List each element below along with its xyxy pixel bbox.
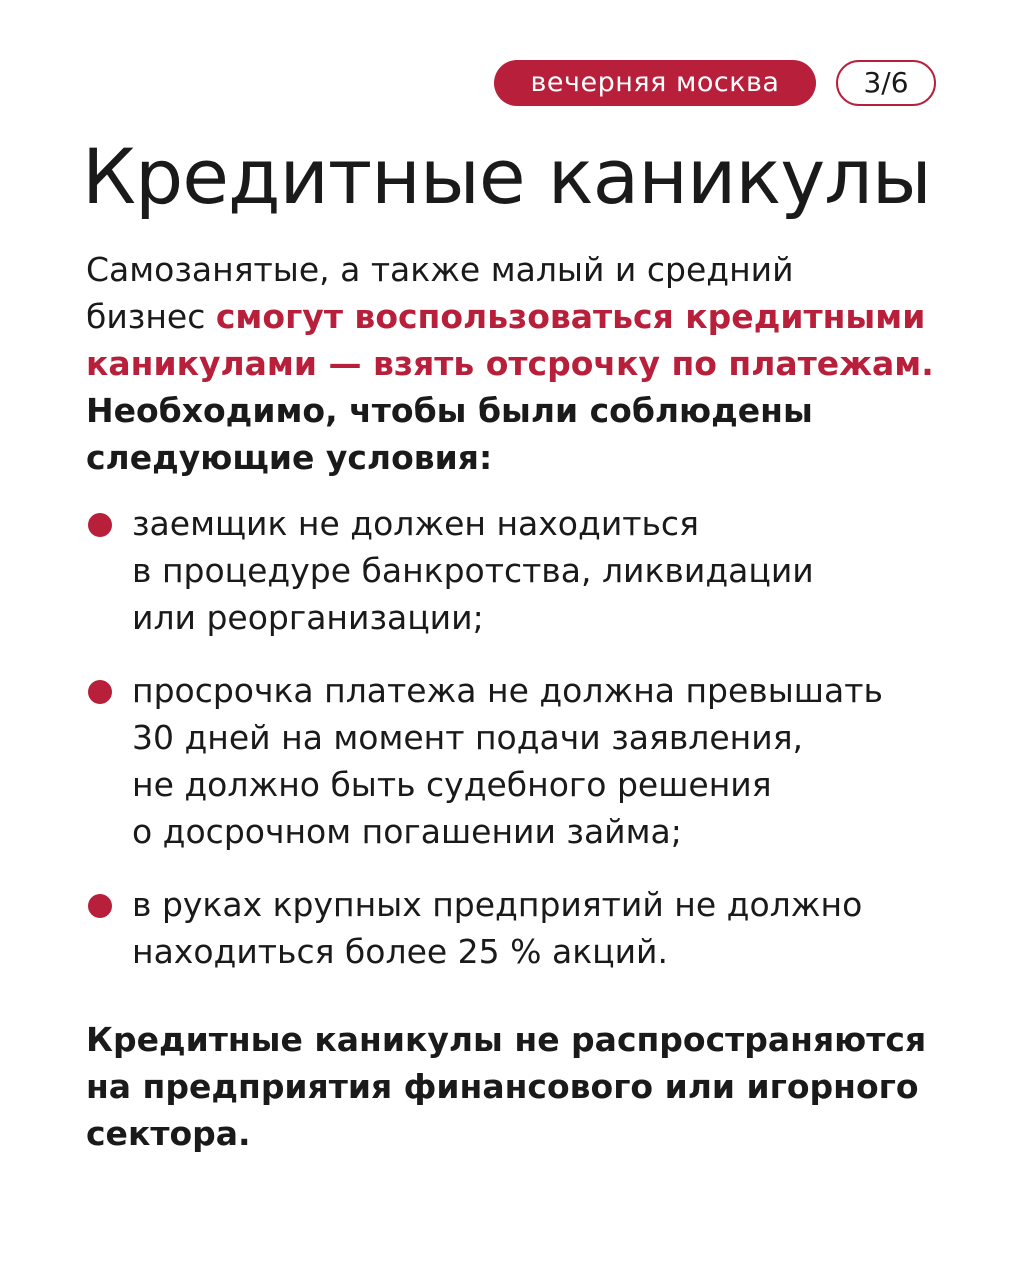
conclusion-line: на предприятия финансового или игорного xyxy=(86,1067,919,1106)
list-item xyxy=(86,667,986,855)
intro-paragraph xyxy=(86,246,986,481)
conclusion-line: сектора. xyxy=(86,1114,251,1153)
list-item-line: в процедуре банкротства, ликвидации xyxy=(132,551,814,590)
page-title: Кредитные каникулы xyxy=(82,132,931,221)
list-item-line: о досрочном погашении займа; xyxy=(132,812,682,851)
bullet-icon xyxy=(88,513,112,537)
list-item xyxy=(86,881,986,975)
conclusion-paragraph xyxy=(86,1016,986,1157)
brand-badge: вечерняя москва xyxy=(494,60,816,106)
bullet-icon xyxy=(88,680,112,704)
list-item-line: в руках крупных предприятий не должно xyxy=(132,885,863,924)
page-counter: 3/6 xyxy=(836,60,936,106)
bullet-icon xyxy=(88,894,112,918)
intro-text: бизнес xyxy=(86,297,216,336)
list-item-line: просрочка платежа не должна превышать xyxy=(132,671,883,710)
list-item xyxy=(86,500,986,641)
intro-emphasis: Необходимо, чтобы были соблюдены xyxy=(86,391,813,430)
list-item-line: заемщик не должен находиться xyxy=(132,504,699,543)
intro-line: Самозанятые, а также малый и средний xyxy=(86,250,794,289)
intro-highlight: каникулами — взять отсрочку по платежам. xyxy=(86,344,934,383)
list-item-line: находиться более 25 % акций. xyxy=(132,932,668,971)
list-item-line: не должно быть судебного решения xyxy=(132,765,772,804)
list-item-line: или реорганизации; xyxy=(132,598,484,637)
intro-highlight: смогут воспользоваться кредитными xyxy=(215,297,926,336)
conditions-list xyxy=(86,500,986,1001)
list-item-line: 30 дней на момент подачи заявления, xyxy=(132,718,804,757)
conclusion-line: Кредитные каникулы не распространяются xyxy=(86,1020,927,1059)
intro-emphasis: следующие условия: xyxy=(86,438,493,477)
intro-line xyxy=(86,293,986,340)
